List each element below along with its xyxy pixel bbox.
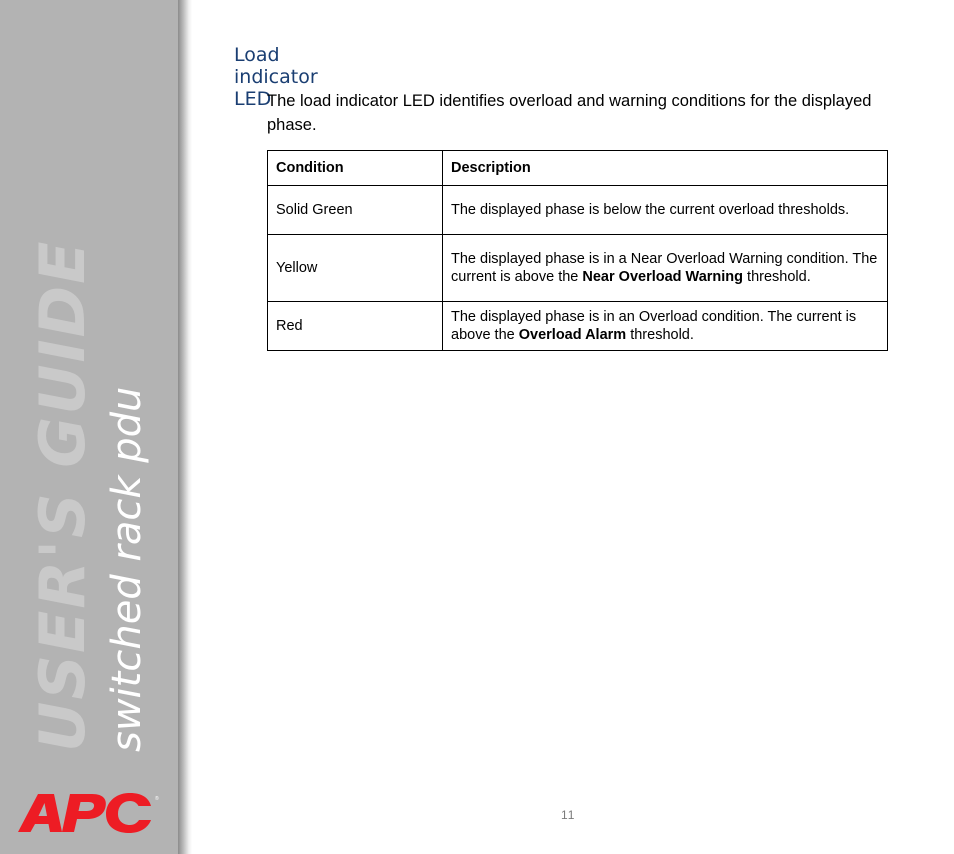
sidebar-shadow (178, 0, 192, 854)
table-row (268, 235, 888, 302)
threshold-name: Near Overload Warning (582, 269, 744, 285)
threshold-name: Overload Alarm (518, 327, 627, 343)
registered-mark: ® (155, 796, 159, 802)
description-text: The displayed phase is below the current overload thresholds. (451, 202, 850, 218)
condition-cell: Yellow (268, 235, 443, 302)
description-text: The displayed phase is in a Near Overload Warning condition. The current is above the (451, 251, 878, 285)
header-condition: Condition (268, 151, 443, 186)
header-description: Description (443, 151, 888, 186)
table-header-row (268, 151, 888, 186)
led-conditions-table (267, 150, 888, 351)
table-row (268, 186, 888, 235)
product-name: switched rack pdu (104, 386, 150, 752)
description-text-end: threshold. (626, 327, 694, 343)
sidebar (0, 0, 180, 854)
description-text: The displayed phase is in an Overload condition. The current is above the (451, 309, 857, 343)
condition-cell: Solid Green (268, 186, 443, 235)
intro-paragraph: The load indicator LED identifies overload and warning conditions for the displayed phase. (267, 92, 872, 134)
description-cell (443, 302, 888, 351)
page-number: 11 (561, 808, 576, 822)
apc-logo (16, 792, 160, 834)
table-row (268, 302, 888, 351)
description-text-end: threshold. (743, 269, 811, 285)
condition-cell: Red (268, 302, 443, 351)
description-cell (443, 186, 888, 235)
section-heading: Load indicator LED (234, 44, 318, 110)
description-cell (443, 235, 888, 302)
guide-title: USER'S GUIDE (26, 239, 99, 752)
